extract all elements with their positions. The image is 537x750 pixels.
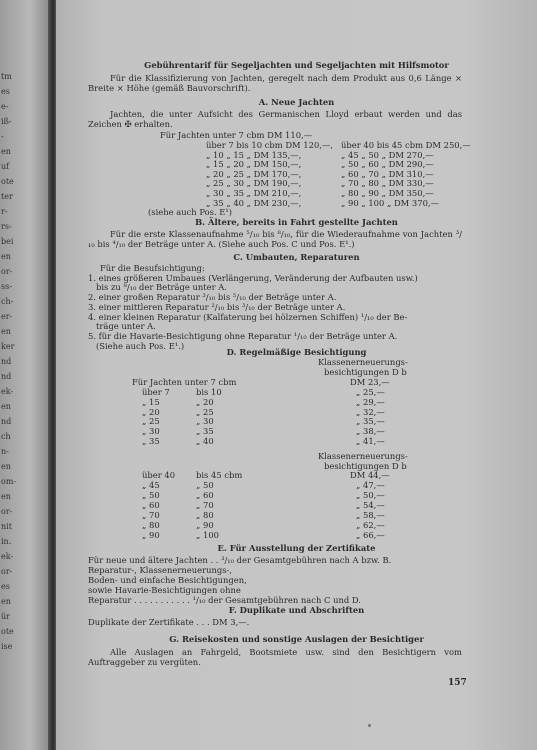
c-line: 4. einer kleinen Reparatur (Kalfaterung bei hölzernen Schiffen) ¹/₁₀ der Be- — [88, 311, 408, 322]
paper-speck — [368, 724, 371, 727]
d1-row-from: über 7 — [142, 387, 170, 397]
d2-row-to: „ 100 — [196, 530, 219, 540]
c-line: (Siehe auch Pos. E¹.) — [96, 340, 185, 351]
a-rate-row-left: „ 20 „ 25 „ DM 170,—, — [206, 168, 302, 179]
facing-page-fragment: en — [1, 462, 11, 471]
a-rate-row-right: „ 45 „ 50 „ DM 270,— — [341, 149, 434, 160]
a-rate-row-right: „ 70 „ 80 „ DM 330,— — [341, 178, 434, 189]
d1-row-to: „ 25 — [196, 406, 214, 417]
d1-row-to: bis 10 — [196, 387, 222, 397]
facing-page-fragment: - — [1, 132, 4, 141]
c-line: 2. einer großen Reparatur ³/₁₀ bis ⁵/₁₀ der Beträge unter A. — [88, 292, 337, 303]
facing-page-fragment: or- — [1, 567, 13, 576]
a-rate-row-left: „ 35 „ 40 „ DM 230,—, — [206, 197, 302, 208]
d1-row-from: „ 30 — [142, 426, 160, 437]
section-c-heading: C. Umbauten, Reparaturen — [233, 252, 360, 262]
a-rate-row-left: über 7 bis 10 cbm DM 120,—, — [206, 140, 333, 150]
d2-row-price: „ 54,— — [356, 500, 385, 510]
facing-page-fragment: ch- — [1, 297, 14, 306]
facing-page-fragment: er- — [1, 312, 13, 321]
a-rate-row-left: „ 25 „ 30 „ DM 190,—, — [206, 178, 302, 189]
facing-page-fragment: ise — [1, 642, 13, 651]
section-e-heading: E. Für Ausstellung der Zertifikate — [217, 543, 376, 553]
facing-page-fragment: ch — [1, 432, 11, 441]
d1-row-to: „ 20 — [196, 396, 214, 407]
section-a-note: (siehe auch Pos. E¹) — [148, 207, 233, 217]
d1-row-price: „ 25,— — [356, 387, 385, 397]
e-line: sowie Havarie-Besichtigungen ohne — [88, 585, 241, 595]
d2-row-price: „ 50,— — [356, 490, 385, 500]
facing-page-fragment: ter — [1, 192, 13, 201]
section-a-heading: A. Neue Jachten — [258, 97, 335, 107]
facing-page-fragment: ek- — [1, 387, 14, 396]
d1-row-price: „ 38,— — [356, 426, 385, 437]
facing-page-fragment: ote — [1, 627, 14, 636]
e-line: Reparatur-, Klassenerneuerungs-, — [88, 565, 233, 575]
d2-row-price: „ 58,— — [356, 510, 385, 520]
section-a-text: Jachten, die unter Aufsicht des Germanischen Lloyd erbaut werden und das Zeichen ✠ erhalten. — [88, 109, 462, 130]
section-a-first-rate: Für Jachten unter 7 cbm DM 110,— — [160, 130, 313, 140]
c-line: Für die Besufsichtigung: — [100, 263, 205, 273]
d1-row-from: „ 20 — [142, 406, 160, 417]
a-rate-row-right: „ 80 „ 90 „ DM 350,— — [341, 188, 434, 198]
a-rate-row-left: „ 15 „ 20 „ DM 150,—, — [206, 159, 302, 170]
a-rate-row-left: „ 30 „ 35 „ DM 210,—, — [206, 188, 302, 198]
d2-first-col1: über 40 — [142, 470, 176, 480]
d1-row-price: „ 35,— — [356, 416, 385, 427]
d2-row-from: „ 60 — [142, 500, 160, 510]
facing-page-fragment: rs- — [1, 222, 12, 231]
d1-row-price: „ 41,— — [356, 436, 385, 446]
d-header-line2: besichtigungen D b — [324, 367, 407, 377]
d1-row-from: „ 25 — [142, 416, 160, 427]
facing-page-fragment: ek- — [1, 552, 14, 561]
facing-page-fragment: en — [1, 492, 11, 501]
d2-first-col2: bis 45 cbm — [196, 470, 243, 480]
d2-row-to: „ 50 — [196, 480, 214, 490]
facing-page-fragment: en — [1, 252, 11, 261]
a-rate-row-right: „ 50 „ 60 „ DM 290,— — [341, 159, 434, 170]
d2-header-line2: besichtigungen D b — [324, 461, 407, 471]
d2-row-price: „ 62,— — [356, 520, 385, 530]
c-line: träge unter A. — [96, 321, 156, 332]
d2-first-price: DM 44,— — [350, 470, 390, 480]
section-f-heading: F. Duplikate und Abschriften — [228, 605, 365, 615]
d1-row-price: „ 32,— — [356, 406, 385, 417]
facing-page-fragment: nd — [1, 417, 12, 426]
e-line: Boden- und einfache Besichtigungen, — [88, 575, 247, 585]
facing-page-fragment: en — [1, 327, 11, 336]
section-d-heading: D. Regelmäßige Besichtigung — [226, 347, 367, 357]
facing-page-fragment: bei — [1, 237, 14, 246]
facing-page-fragment: r- — [1, 207, 8, 216]
d1-row-to: „ 40 — [196, 436, 214, 446]
e-line: Für neue und ältere Jachten . . ³/₁₀ der Gesamtgebühren nach A bzw. B. — [88, 555, 392, 565]
d1-row-to: „ 30 — [196, 416, 214, 427]
facing-page-fragment: ote — [1, 177, 14, 186]
d2-row-from: „ 90 — [142, 530, 160, 540]
facing-page-fragment: nd — [1, 357, 12, 366]
a-rate-row-right: über 40 bis 45 cbm DM 250,— — [341, 140, 471, 150]
d-header-line1: Klassenerneuerungs- — [318, 357, 408, 367]
d2-row-from: „ 80 — [142, 520, 160, 530]
facing-page-fragment: ker — [1, 342, 15, 351]
facing-page-fragment: in. — [1, 537, 12, 546]
facing-page-edge — [0, 0, 50, 750]
d1-row-to: „ 35 — [196, 426, 214, 437]
d2-row-to: „ 80 — [196, 510, 214, 520]
section-f-text: Duplikate der Zertifikate . . . DM 3,—. — [88, 617, 250, 627]
d2-row-from: „ 45 — [142, 480, 160, 490]
facing-page-fragment: n- — [1, 447, 9, 456]
facing-page-fragment: nd — [1, 372, 12, 381]
page-title: Gebührentarif für Segeljachten und Segeljachten mit Hilfsmotor — [144, 60, 449, 70]
d1-first-price: DM 23,— — [350, 377, 390, 387]
section-g-heading: G. Reisekosten und sonstige Auslagen der Besichtiger — [169, 634, 424, 644]
facing-page-fragment: tm — [1, 72, 12, 81]
e-line: Reparatur . . . . . . . . . . . ¹/₁₀ der Gesamtgebühren nach C und D. — [88, 595, 361, 605]
facing-page-fragment: om- — [1, 477, 17, 486]
a-rate-row-right: „ 90 „ 100 „ DM 370,— — [341, 197, 439, 208]
d1-row-from: „ 15 — [142, 396, 160, 407]
section-b-text: Für die erste Klassenaufnahme ⁵/₁₀ bis ⁸/₁₀, für die Wiederaufnahme von Jachten ³/₁₀ bis ⁴/₁₀ der Beträge unter A. (Siehe auch Pos. C und Pos. E¹.) — [88, 229, 462, 250]
a-rate-row-right: „ 60 „ 70 „ DM 310,— — [341, 168, 434, 179]
d2-row-price: „ 66,— — [356, 530, 385, 540]
facing-page-fragment: uf — [1, 162, 10, 171]
c-line: bis zu ⁸/₁₀ der Beträge unter A. — [96, 282, 227, 293]
facing-page-fragment: en — [1, 147, 11, 156]
page-number: 157 — [448, 678, 467, 688]
d2-row-to: „ 90 — [196, 520, 214, 530]
facing-page-fragment: es — [1, 582, 10, 591]
facing-page-fragment: nit — [1, 522, 12, 531]
d2-header-line1: Klassenerneuerungs- — [318, 451, 408, 461]
d2-row-to: „ 70 — [196, 500, 214, 510]
d2-row-to: „ 60 — [196, 490, 214, 500]
facing-page-fragment: en — [1, 402, 11, 411]
c-line: 5. für die Havarie-Besichtigung ohne Reparatur ¹/₁₀ der Beträge unter A. — [88, 330, 398, 341]
d1-heading: Für Jachten unter 7 cbm — [132, 377, 237, 387]
facing-page-fragment: ür — [1, 612, 10, 621]
c-line: 3. einer mittleren Reparatur ²/₁₀ bis ³/₁₀ der Beträge unter A. — [88, 301, 346, 312]
facing-page-fragment: e- — [1, 102, 9, 111]
facing-page-fragment: or- — [1, 507, 13, 516]
section-b-heading: B. Ältere, bereits in Fahrt gestellte Jachten — [195, 217, 398, 227]
d1-row-price: „ 29,— — [356, 396, 385, 407]
d2-row-from: „ 50 — [142, 490, 160, 500]
section-g-text: Alle Auslagen an Fahrgeld, Bootsmiete usw. sind den Besichtigern vom Auftraggeber zu vergüten. — [88, 647, 462, 668]
c-line: 1. eines größeren Umbaues (Verlängerung, Veränderung der Aufbauten usw.) — [88, 272, 418, 283]
facing-page-fragment: en — [1, 597, 11, 606]
d1-row-from: „ 35 — [142, 436, 160, 446]
facing-page-fragment: iß- — [1, 117, 12, 126]
a-rate-row-left: „ 10 „ 15 „ DM 135,—, — [206, 149, 302, 160]
d2-row-price: „ 47,— — [356, 480, 385, 490]
book-page — [56, 0, 537, 750]
facing-page-fragment: or- — [1, 267, 13, 276]
facing-page-fragment: ss- — [1, 282, 12, 291]
facing-page-fragment: es — [1, 87, 10, 96]
d2-row-from: „ 70 — [142, 510, 160, 520]
intro-text: Für die Klassifizierung von Jachten, geregelt nach dem Produkt aus 0,6 Länge × Breite × Höhe (gemäß Bauvorschrift). — [88, 73, 462, 94]
